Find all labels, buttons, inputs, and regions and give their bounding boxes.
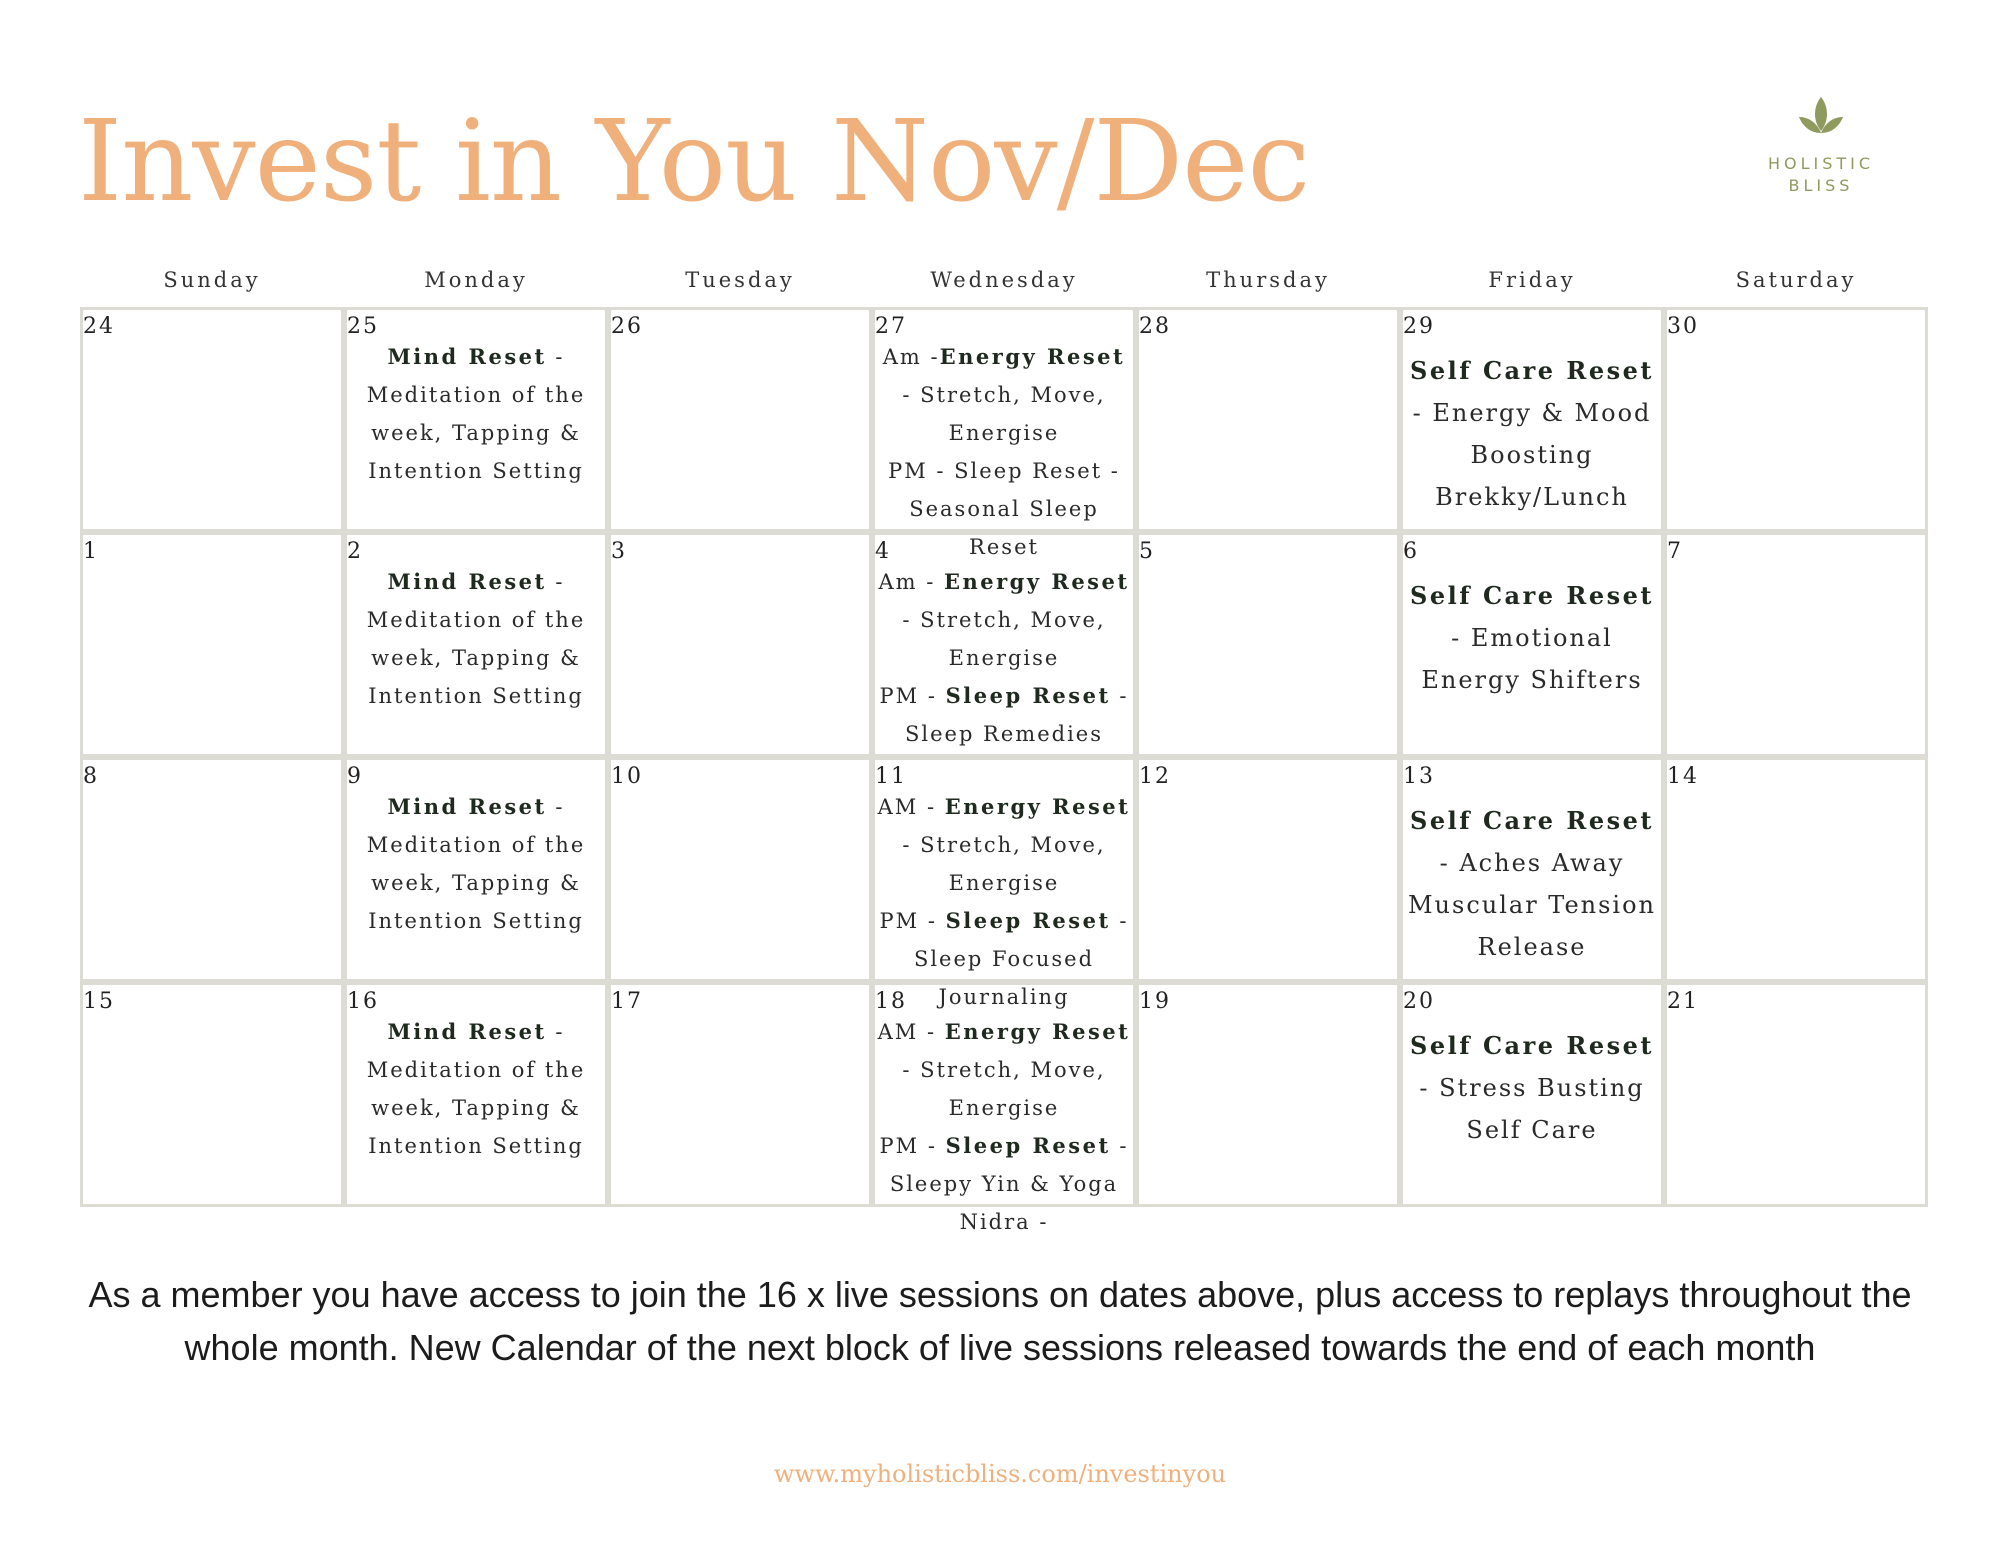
day-number: 13: [1403, 764, 1435, 789]
calendar-day-cell[interactable]: [80, 757, 344, 982]
calendar-day-cell[interactable]: [1664, 532, 1928, 757]
weekday-wednesday: Wednesday: [930, 268, 1078, 292]
session-event: [1405, 800, 1659, 968]
session-title: Self Care Reset: [1410, 806, 1654, 835]
day-number: 29: [1403, 314, 1435, 339]
day-number: 27: [875, 314, 907, 339]
session-description: - Meditation of the week, Tapping & Intention Setting: [366, 570, 586, 708]
session-event: [1405, 350, 1659, 518]
day-number: 30: [1667, 314, 1699, 339]
session-time-am: AM -: [877, 795, 945, 819]
calendar-day-cell[interactable]: [1664, 307, 1928, 532]
session-time-am: Am -: [878, 570, 944, 594]
day-number: 14: [1667, 764, 1699, 789]
calendar-grid: [80, 307, 1930, 1234]
session-title: Energy Reset: [944, 794, 1131, 819]
session-description: Sleep Reset - Seasonal Sleep Reset: [909, 459, 1120, 559]
membership-note: As a member you have access to join the 16 x live sessions on dates above, plus access to replays throughout the whole month. New Calendar of the next block of live sessions released towards the end of each month: [88, 1274, 1912, 1368]
calendar-day-cell[interactable]: [1400, 307, 1664, 532]
day-number: 7: [1667, 539, 1683, 564]
day-number: 15: [83, 989, 115, 1014]
day-number: 25: [347, 314, 379, 339]
session-description: - Aches Away Muscular Tension Release: [1407, 849, 1657, 961]
calendar-day-cell[interactable]: [608, 307, 872, 532]
weekday-monday: Monday: [424, 268, 528, 292]
session-title: Sleep Reset: [945, 683, 1111, 708]
calendar-day-cell[interactable]: [1136, 982, 1400, 1207]
page-title: Invest in You Nov/Dec: [78, 97, 1310, 227]
session-description: - Energy & Mood Boosting Brekky/Lunch: [1412, 399, 1652, 511]
session-description: - Stretch, Move, Energise: [902, 1058, 1106, 1120]
weekday-sunday: Sunday: [163, 268, 261, 292]
calendar-day-cell[interactable]: [80, 532, 344, 757]
session-title: Mind Reset: [387, 794, 547, 819]
day-number: 6: [1403, 539, 1419, 564]
day-number: 11: [875, 764, 907, 789]
session-event: [877, 563, 1131, 753]
calendar-day-cell[interactable]: [344, 757, 608, 982]
website-url[interactable]: www.myholisticbliss.com/investinyou: [773, 1460, 1227, 1488]
session-title: Sleep Reset: [945, 1133, 1111, 1158]
calendar-day-cell[interactable]: [1400, 757, 1664, 982]
session-description: - Stretch, Move, Energise: [902, 833, 1106, 895]
session-title: Sleep Reset: [945, 908, 1111, 933]
calendar-week-row: [80, 982, 1930, 1234]
day-number: 9: [347, 764, 363, 789]
day-number: 26: [611, 314, 643, 339]
session-description: - Emotional Energy Shifters: [1421, 624, 1643, 694]
day-number: 20: [1403, 989, 1435, 1014]
day-number: 3: [611, 539, 627, 564]
calendar-day-cell[interactable]: [1136, 757, 1400, 982]
session-event: [1405, 575, 1659, 701]
session-description: - Stress Busting Self Care: [1419, 1074, 1645, 1144]
session-title: Self Care Reset: [1410, 1031, 1654, 1060]
calendar-day-cell[interactable]: [1664, 757, 1928, 982]
calendar-day-cell[interactable]: [344, 532, 608, 757]
session-description: - Sleepy Yin & Yoga Nidra -: [889, 1134, 1129, 1234]
day-number: 16: [347, 989, 379, 1014]
day-number: 21: [1667, 989, 1699, 1014]
weekday-thursday: Thursday: [1206, 268, 1330, 292]
calendar-day-cell[interactable]: [608, 757, 872, 982]
session-time-am: AM -: [877, 1020, 945, 1044]
day-number: 1: [83, 539, 99, 564]
calendar-day-cell[interactable]: [1136, 532, 1400, 757]
session-title: Mind Reset: [387, 1019, 547, 1044]
session-description: - Meditation of the week, Tapping & Intention Setting: [366, 345, 586, 483]
logo-text-line1: HOLISTIC: [1767, 154, 1875, 173]
session-title: Mind Reset: [387, 344, 547, 369]
session-event: [349, 1013, 603, 1165]
session-description: - Sleep Remedies: [904, 684, 1129, 746]
session-event: [877, 1013, 1131, 1241]
day-number: 19: [1139, 989, 1171, 1014]
session-title: Energy Reset: [944, 1019, 1131, 1044]
calendar-day-cell[interactable]: [608, 532, 872, 757]
weekday-tuesday: Tuesday: [685, 268, 795, 292]
day-number: 12: [1139, 764, 1171, 789]
day-number: 28: [1139, 314, 1171, 339]
weekday-friday: Friday: [1488, 268, 1576, 292]
session-event: [349, 788, 603, 940]
calendar-day-cell[interactable]: [344, 982, 608, 1207]
logo: [1755, 95, 1887, 197]
day-number: 8: [83, 764, 99, 789]
calendar-day-cell[interactable]: [1664, 982, 1928, 1207]
day-number: 4: [875, 539, 891, 564]
calendar-day-cell[interactable]: [80, 307, 344, 532]
session-description: - Stretch, Move, Energise: [902, 383, 1106, 445]
calendar-day-cell[interactable]: [872, 982, 1136, 1234]
day-number: 5: [1139, 539, 1155, 564]
session-title: Self Care Reset: [1410, 356, 1654, 385]
day-number: 24: [83, 314, 115, 339]
calendar-day-cell[interactable]: [608, 982, 872, 1207]
leaf-icon: [1791, 95, 1851, 145]
session-description: - Meditation of the week, Tapping & Intention Setting: [366, 1020, 586, 1158]
session-time-pm: PM -: [879, 684, 946, 708]
session-time-am: Am -: [882, 345, 940, 369]
day-number: 17: [611, 989, 643, 1014]
calendar-day-cell[interactable]: [1136, 307, 1400, 532]
weekday-saturday: Saturday: [1735, 268, 1857, 292]
calendar-day-cell[interactable]: [872, 532, 1136, 757]
day-number: 10: [611, 764, 643, 789]
calendar-week-row: [80, 307, 1930, 559]
day-number: 18: [875, 989, 907, 1014]
session-title: Energy Reset: [943, 569, 1130, 594]
day-number: 2: [347, 539, 363, 564]
calendar-day-cell[interactable]: [1400, 982, 1664, 1207]
session-event: [1405, 1025, 1659, 1151]
calendar-day-cell[interactable]: [872, 307, 1136, 559]
session-time-pm: PM -: [879, 1134, 946, 1158]
calendar-day-cell[interactable]: [344, 307, 608, 532]
session-time-pm: PM -: [888, 459, 955, 483]
session-description: - Sleep Focused Journaling: [913, 909, 1129, 1009]
calendar-day-cell[interactable]: [80, 982, 344, 1207]
calendar-week-row: [80, 532, 1930, 757]
weekday-header: [80, 265, 1930, 305]
session-description: - Stretch, Move, Energise: [902, 608, 1106, 670]
session-time-pm: PM -: [879, 909, 946, 933]
session-title: Energy Reset: [939, 344, 1126, 369]
calendar-day-cell[interactable]: [1400, 532, 1664, 757]
session-event: [349, 338, 603, 490]
session-event: [349, 563, 603, 715]
logo-text-line2: BLISS: [1788, 176, 1854, 195]
session-title: Mind Reset: [387, 569, 547, 594]
session-description: - Meditation of the week, Tapping & Intention Setting: [366, 795, 586, 933]
session-title: Self Care Reset: [1410, 581, 1654, 610]
